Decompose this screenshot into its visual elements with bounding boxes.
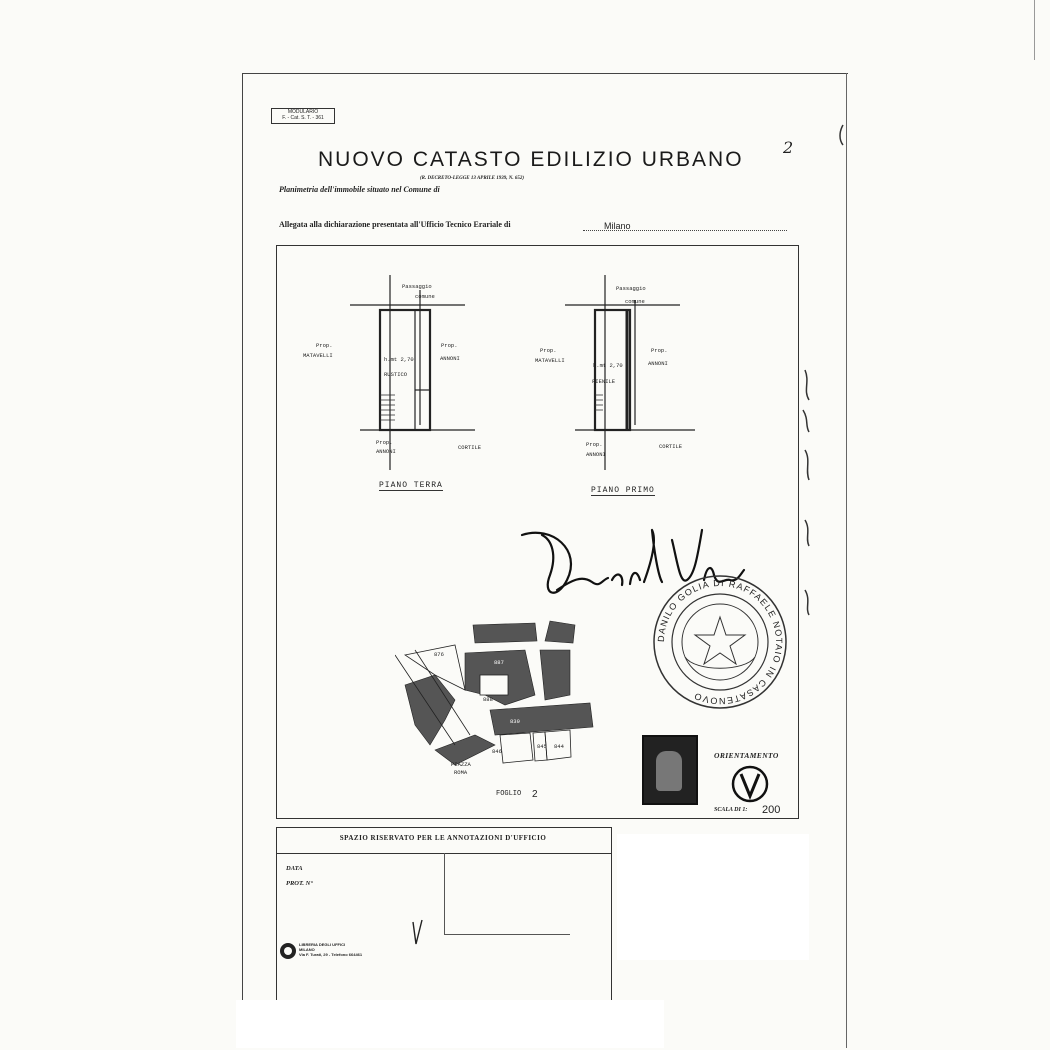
parcel-876: 876 bbox=[434, 651, 444, 658]
handwritten-mark bbox=[410, 918, 426, 948]
revenue-stamp bbox=[642, 735, 698, 805]
square-line2: ROMA bbox=[454, 769, 468, 776]
ground-height: h.mt 2,70 bbox=[384, 356, 414, 363]
foglio-label: FOGLIO bbox=[496, 790, 522, 798]
page-right-edge bbox=[1034, 0, 1035, 60]
first-room-name: FIENILE bbox=[592, 378, 616, 385]
first-prop-left: Prop. bbox=[540, 347, 557, 354]
first-comune: comune bbox=[625, 298, 645, 305]
ground-prop-bottom-name: ANNONI bbox=[376, 448, 396, 455]
ground-prop-right: Prop. bbox=[441, 342, 458, 349]
first-prop-right-name: ANNONI bbox=[648, 360, 668, 367]
prot-label: PROT. N° bbox=[286, 880, 313, 887]
modulario-box bbox=[271, 108, 335, 124]
first-passaggio: Passaggio bbox=[616, 285, 646, 292]
sheet-left-edge bbox=[242, 73, 243, 1003]
ground-floor-label: PIANO TERRA bbox=[379, 481, 443, 490]
sheet-top-edge bbox=[242, 73, 848, 74]
redacted-area-bottom bbox=[236, 1000, 664, 1048]
printer-line1: LIBRERIA DEGLI UFFICI bbox=[299, 942, 346, 947]
parcel-846: 846 bbox=[492, 748, 502, 755]
ground-prop-right-name: ANNONI bbox=[440, 355, 460, 362]
printer-line2: MILANO bbox=[299, 947, 315, 952]
sheet-number: 2 bbox=[783, 138, 794, 157]
printer-logo-icon bbox=[279, 942, 297, 960]
revenue-stamp-portrait bbox=[656, 751, 682, 791]
parcel-839: 839 bbox=[510, 718, 520, 725]
parcel-887: 887 bbox=[494, 659, 504, 666]
square-line1: PIAZZA bbox=[451, 761, 471, 768]
parcel-888: 888 bbox=[483, 696, 493, 703]
first-prop-bottom: Prop. bbox=[586, 441, 603, 448]
ground-passaggio: Passaggio bbox=[402, 283, 432, 290]
ground-prop-bottom: Prop. bbox=[376, 439, 393, 446]
seal-ring-text: DANILO GOLIA DI RAFFAELE NOTAIO IN CASATENOVO bbox=[655, 577, 785, 707]
first-prop-right: Prop. bbox=[651, 347, 668, 354]
margin-handwriting bbox=[795, 120, 850, 620]
modulario-line2: F. - Cat. S. T. - 361 bbox=[282, 115, 324, 121]
annotations-title: SPAZIO RISERVATO PER LE ANNOTAZIONI D'UFFICIO bbox=[339, 834, 547, 842]
scale-value: 200 bbox=[762, 804, 781, 816]
first-prop-bottom-name: ANNONI bbox=[586, 451, 606, 458]
ground-floor-plan bbox=[340, 270, 480, 470]
allegata-label: Allegata alla dichiarazione presentata all'Ufficio Tecnico Erariale di bbox=[279, 220, 511, 229]
ground-room-name: RUSTICO bbox=[384, 371, 408, 378]
annotations-inner-box bbox=[444, 853, 570, 935]
data-label: DATA bbox=[286, 865, 303, 872]
redacted-area-right bbox=[617, 834, 809, 960]
first-prop-left-name: MATAVELLI bbox=[535, 357, 565, 364]
parcel-845: 845 bbox=[537, 743, 547, 750]
form-title: NUOVO CATASTO EDILIZIO URBANO bbox=[318, 148, 744, 171]
decree-reference: (R. DECRETO-LEGGE 13 APRILE 1939, N. 652) bbox=[420, 176, 525, 181]
planimetria-label: Planimetria dell'immobile situato nel Comune di bbox=[279, 185, 440, 194]
first-height: h.mt 2,70 bbox=[593, 362, 623, 369]
first-floor-label: PIANO PRIMO bbox=[591, 486, 655, 495]
city-value: Milano bbox=[604, 221, 631, 231]
printer-line3: Via F. Turati, 29 - Telefono 664461 bbox=[299, 952, 363, 957]
scale-label: SCALA DI 1: bbox=[714, 807, 748, 813]
ground-prop-left-name: MATAVELLI bbox=[303, 352, 333, 359]
svg-text:DANILO GOLIA DI RAFFAELE NOTAI bbox=[656, 578, 784, 706]
foglio-number: 2 bbox=[532, 789, 538, 800]
ground-comune: comune bbox=[415, 293, 435, 300]
notary-seal bbox=[650, 572, 790, 712]
orientation-label: ORIENTAMENTO bbox=[714, 751, 779, 760]
ground-prop-left: Prop. bbox=[316, 342, 333, 349]
north-arrow-icon bbox=[731, 765, 769, 803]
parcel-844: 844 bbox=[554, 743, 564, 750]
first-courtyard: CORTILE bbox=[659, 443, 683, 450]
ground-courtyard: CORTILE bbox=[458, 444, 482, 451]
modulario-line1: MODULARIO bbox=[287, 109, 319, 115]
printer-imprint bbox=[299, 942, 362, 957]
